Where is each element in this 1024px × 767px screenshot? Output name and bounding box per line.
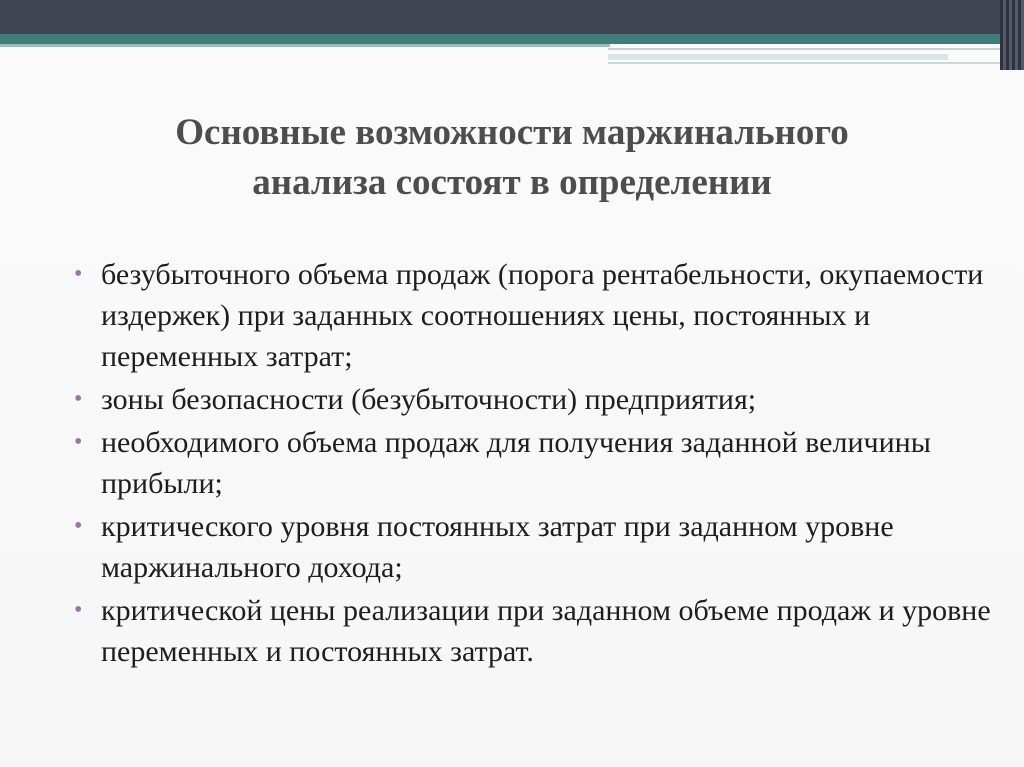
- bullet-text: необходимого объема продаж для получения заданной величины прибыли;: [101, 426, 931, 500]
- bullet-item: [74, 422, 994, 504]
- header-corner-stripe: [1009, 0, 1012, 70]
- bullet-item: [74, 590, 994, 672]
- bullet-item: [74, 506, 994, 588]
- bullet-item: [74, 254, 994, 377]
- header-corner-stripe: [1015, 0, 1018, 70]
- bullet-dot-icon: •: [74, 261, 83, 287]
- bullet-dot-icon: •: [74, 513, 83, 539]
- bullet-dot-icon: •: [74, 429, 83, 455]
- slide-title: [60, 108, 964, 208]
- bullet-text: критического уровня постоянных затрат при заданном уровне маржинального дохода;: [101, 510, 894, 584]
- bullet-text: критической цены реализации при заданном объеме продаж и уровне переменных и постоянных затрат.: [101, 594, 991, 668]
- header-decor-line: [608, 62, 1024, 64]
- slide-title-line: Основные возможности маржинального: [175, 112, 849, 153]
- header-band-accent: [0, 34, 1024, 44]
- bullet-text: зоны безопасности (безубыточности) предприятия;: [101, 383, 757, 416]
- header-decor-line: [608, 48, 1024, 50]
- header-decor-line: [608, 54, 948, 60]
- bullet-dot-icon: •: [74, 386, 83, 412]
- slide-title-line: анализа состоят в определении: [252, 162, 772, 203]
- bullet-text: безубыточного объема продаж (порога рентабельности, окупаемости издержек) при заданных соотношениях цены, постоянных и переменных затрат;: [101, 258, 984, 373]
- header-band-accent-light: [0, 44, 610, 47]
- header-corner-stripe: [1003, 0, 1006, 70]
- header-band-dark: [0, 0, 1024, 34]
- bullet-dot-icon: •: [74, 597, 83, 623]
- bullet-item: [74, 379, 994, 420]
- bullet-list: [74, 254, 994, 674]
